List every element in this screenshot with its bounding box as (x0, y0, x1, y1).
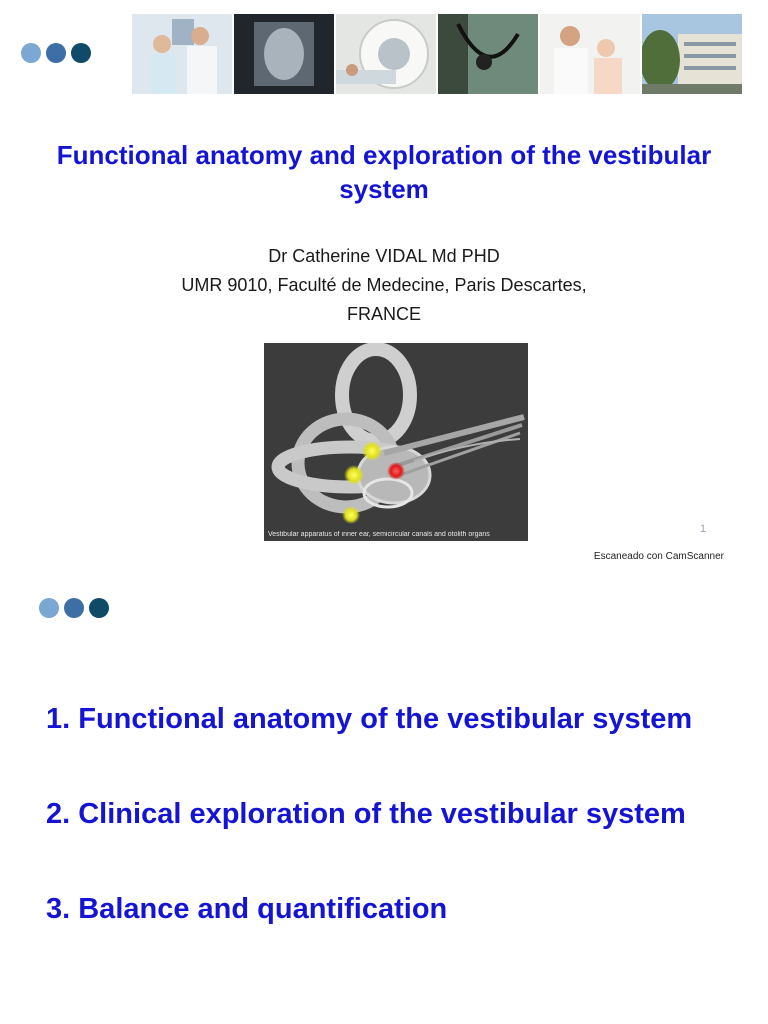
photo-hospital-building (642, 14, 742, 94)
dot-mid (46, 43, 66, 63)
camscanner-watermark: Escaneado con CamScanner (593, 551, 724, 562)
author-block (60, 242, 708, 329)
header-photo-banner (132, 14, 742, 94)
dot-light (39, 598, 59, 618)
outline-item: 3. Balance and quantification (46, 893, 448, 925)
dot-dark (71, 43, 91, 63)
outline-item: 1. Functional anatomy of the vestibular system (46, 703, 693, 735)
slide1-title: Functional anatomy and exploration of the vestibular system (56, 140, 712, 204)
slide2-decoration-dots (39, 598, 109, 618)
photo-child-doctor (540, 14, 640, 94)
figure-caption: Vestibular apparatus of inner ear, semicircular canals and otolith organs (268, 531, 490, 538)
photo-scanner (336, 14, 436, 94)
dot-dark (89, 598, 109, 618)
slide2-outline-list (46, 700, 726, 985)
author-affiliation: UMR 9010, Faculté de Medecine, Paris Descartes, (181, 275, 587, 295)
dot-light (21, 43, 41, 63)
outline-item: 2. Clinical exploration of the vestibular system (46, 798, 686, 830)
photo-xray (234, 14, 334, 94)
dot-mid (64, 598, 84, 618)
photo-doctors (132, 14, 232, 94)
author-country: FRANCE (346, 304, 421, 324)
vestibular-illustration (264, 343, 528, 541)
photo-stethoscope (438, 14, 538, 94)
author-name: Dr Catherine VIDAL Md PHD (268, 246, 500, 266)
page-number: 1 (700, 523, 707, 535)
vestibular-apparatus-figure (264, 343, 528, 541)
slide1-decoration-dots (21, 43, 91, 63)
